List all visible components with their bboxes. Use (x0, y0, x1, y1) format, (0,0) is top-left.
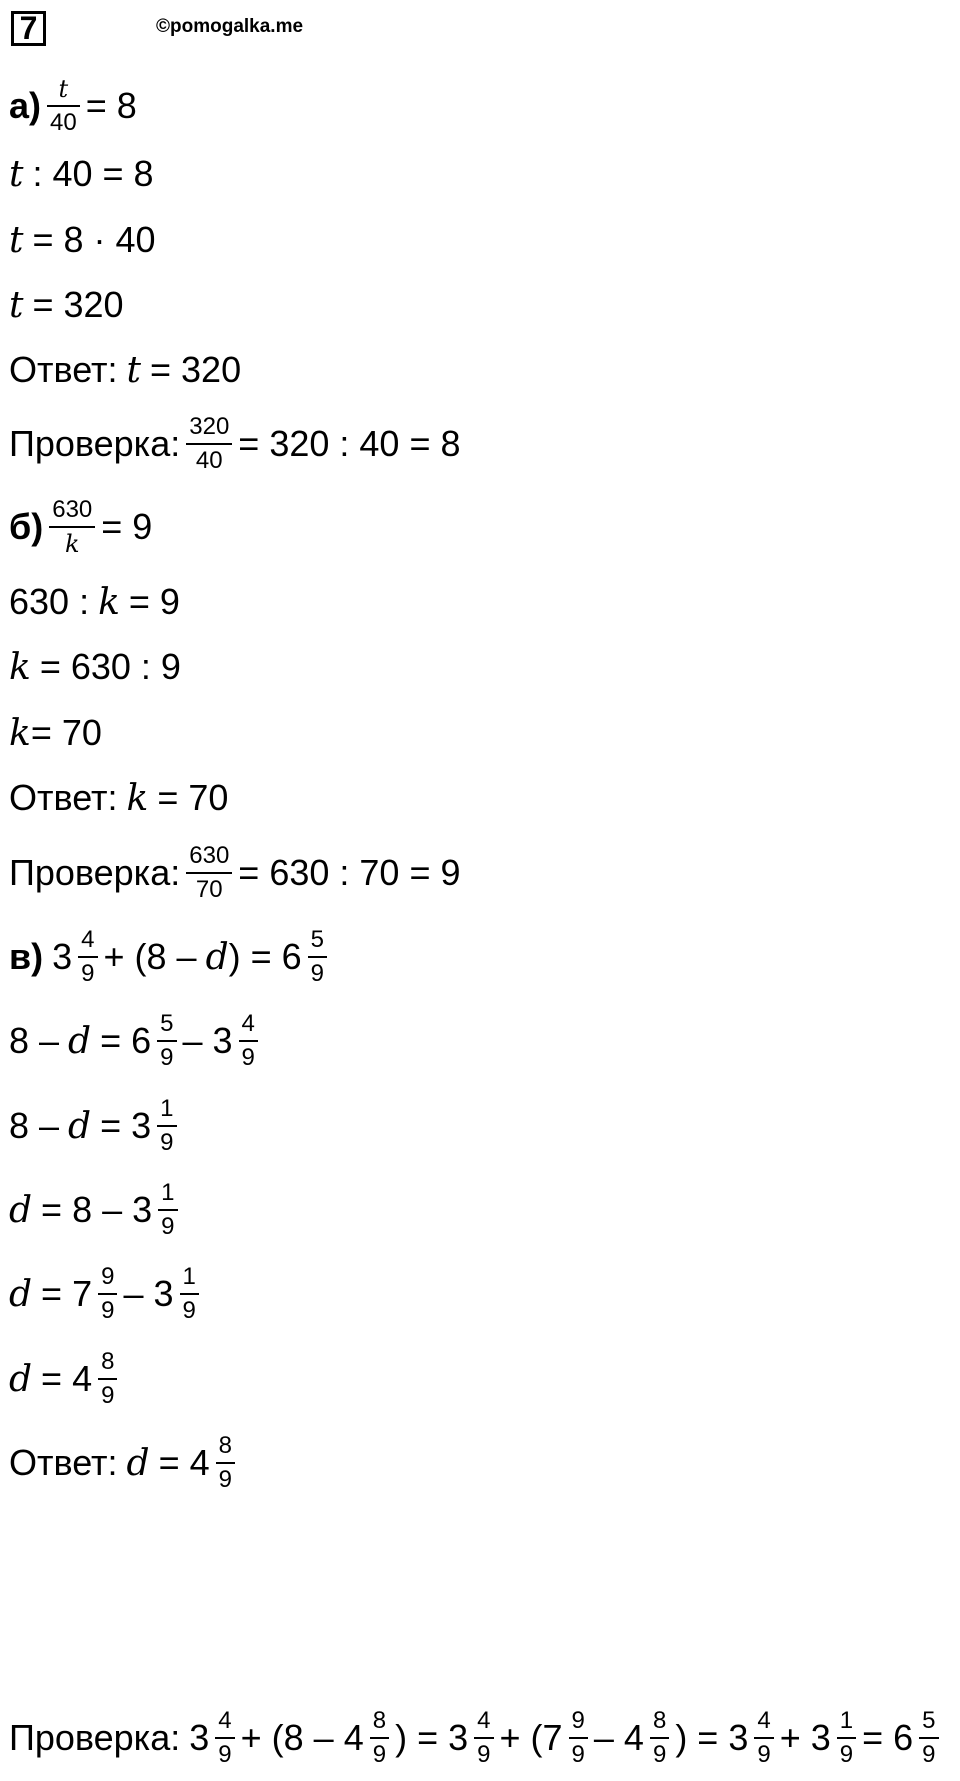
a-answer: Ответ: t = 320 (9, 349, 242, 391)
b-step-1: 630 : k = 9 (9, 581, 180, 623)
part-a-label: а) (9, 85, 42, 126)
c-equation: в) 3 $\frac{4}{9}$ + (8 – d ) = 6 $\frac{5}{9}$ (9, 922, 333, 992)
b-check: Проверка: $\frac{630}{70}$ = 630 : 70 = 9 (9, 842, 461, 903)
c-check: Проверка: 3 $\frac{4}{9}$ + (8 – 4 $\frac{8}{9}$ ) = 3 $\frac{4}{9}$ + (7 $\frac{9}{9}$ – 4 $\frac{8}{9}$ ) = 3 $\frac{4}{9}$ + 3 $\frac{1}{9}$ = 6 $\frac{5}{9}$ (9, 1703, 945, 1773)
a-check: Проверка: $\frac{320}{40}$ = 320 : 40 = 8 (9, 413, 461, 474)
b-answer: Ответ: k = 70 (9, 777, 229, 819)
a-step-2: t = 8 · 40 (9, 219, 156, 261)
c-step-1: 8 – d = 6 $\frac{5}{9}$ – 3 $\frac{4}{9}$ (9, 1006, 264, 1076)
c-step-4: d = 7 $\frac{9}{9}$ – 3 $\frac{1}{9}$ (9, 1259, 205, 1329)
a-step-1: t : 40 = 8 (9, 153, 154, 195)
watermark: ©pomogalka.me (156, 16, 304, 37)
c-answer: Ответ: d = 4 $\frac{8}{9}$ (9, 1428, 241, 1498)
a-step-3: t = 320 (9, 284, 124, 326)
a-equation: а) $\frac{t}{40}$ = 8 (9, 75, 137, 136)
part-b-label: б) (9, 506, 44, 547)
c-step-3: d = 8 – 3 $\frac{1}{9}$ (9, 1175, 184, 1245)
b-step-2: k = 630 : 9 (9, 646, 181, 688)
b-equation: б) $\frac{630}{k}$ = 9 (9, 496, 153, 558)
problem-number: 7 (11, 11, 46, 46)
fraction: $\frac{t}{40}$ (47, 77, 80, 135)
part-c-label: в) (9, 936, 44, 977)
c-step-5: d = 4 $\frac{8}{9}$ (9, 1344, 123, 1414)
b-step-3: k = 70 (9, 712, 102, 754)
c-step-2: 8 – d = 3 $\frac{1}{9}$ (9, 1091, 183, 1161)
